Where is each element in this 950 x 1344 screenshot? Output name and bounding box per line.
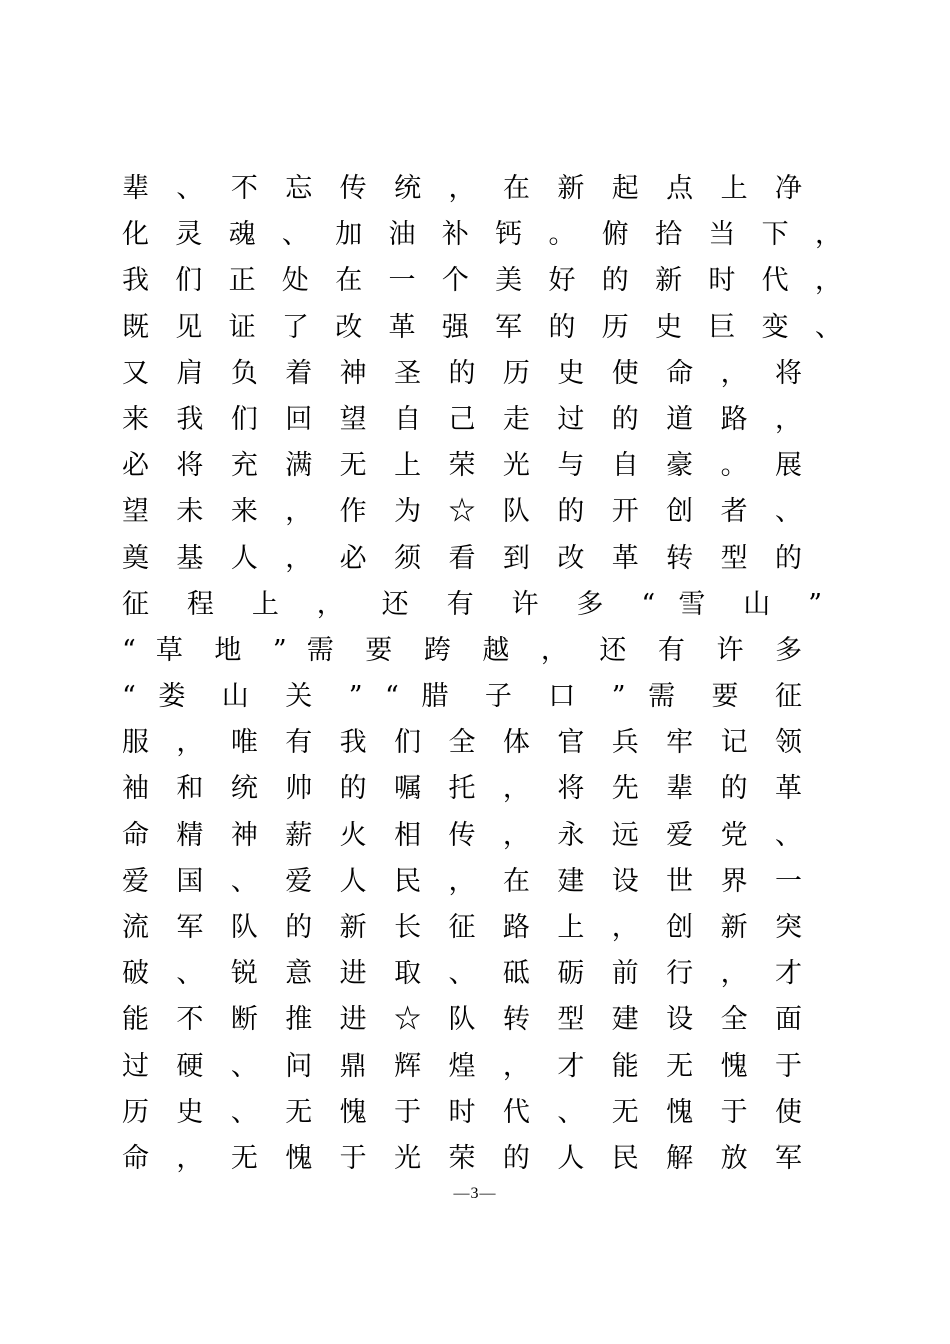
text-line: 既 见 证 了 改 革 强 军 的 历 史 巨 变 、	[122, 311, 842, 343]
text-line: 征 程 上 ， 还 有 许 多 “ 雪 山 ”	[122, 588, 822, 620]
text-line: 又 肩 负 着 神 圣 的 历 史 使 命 ， 将	[122, 357, 802, 389]
text-line: 破 、 锐 意 进 取 、 砥 砺 前 行 ， 才	[122, 958, 802, 990]
text-line: 服 ， 唯 有 我 们 全 体 官 兵 牢 记 领	[122, 727, 802, 759]
text-line: 爱 国 、 爱 人 民 ， 在 建 设 世 界 一	[122, 865, 802, 897]
text-line: 能 不 断 推 进 ☆ 队 转 型 建 设 全 面	[122, 1004, 802, 1036]
text-line: 我 们 正 处 在 一 个 美 好 的 新 时 代 ，	[122, 265, 842, 297]
text-line: 来 我 们 回 望 自 己 走 过 的 道 路 ，	[122, 403, 802, 435]
text-line: “ 草 地 ” 需 要 跨 越 ， 还 有 许 多	[122, 634, 802, 666]
text-line: 辈 、 不 忘 传 统 ， 在 新 起 点 上 净	[122, 173, 802, 204]
text-line: 历 史 、 无 愧 于 时 代 、 无 愧 于 使	[122, 1096, 802, 1128]
text-line: 过 硬 、 问 鼎 辉 煌 ， 才 能 无 愧 于	[122, 1050, 802, 1082]
text-line: 化 灵 魂 、 加 油 补 钙 。 俯 拾 当 下 ，	[122, 219, 842, 251]
body-text	[122, 166, 842, 1182]
text-line: 命 ， 无 愧 于 光 荣 的 人 民 解 放 军	[122, 1142, 802, 1174]
text-line: 望 未 来 ， 作 为 ☆ 队 的 开 创 者 、	[122, 496, 802, 528]
page-number: —3—	[453, 1185, 497, 1202]
text-line: 流 军 队 的 新 长 征 路 上 ， 创 新 突	[122, 912, 802, 943]
text-line: 袖 和 统 帅 的 嘱 托 ， 将 先 辈 的 革	[122, 773, 802, 805]
text-line: 必 将 充 满 无 上 荣 光 与 自 豪 。 展	[122, 450, 802, 482]
text-line: 命 精 神 薪 火 相 传 ， 永 远 爱 党 、	[122, 819, 802, 851]
text-line: “ 娄 山 关 ” “ 腊 子 口 ” 需 要 征	[122, 681, 802, 713]
text-line: 奠 基 人 ， 必 须 看 到 改 革 转 型 的	[122, 542, 802, 574]
